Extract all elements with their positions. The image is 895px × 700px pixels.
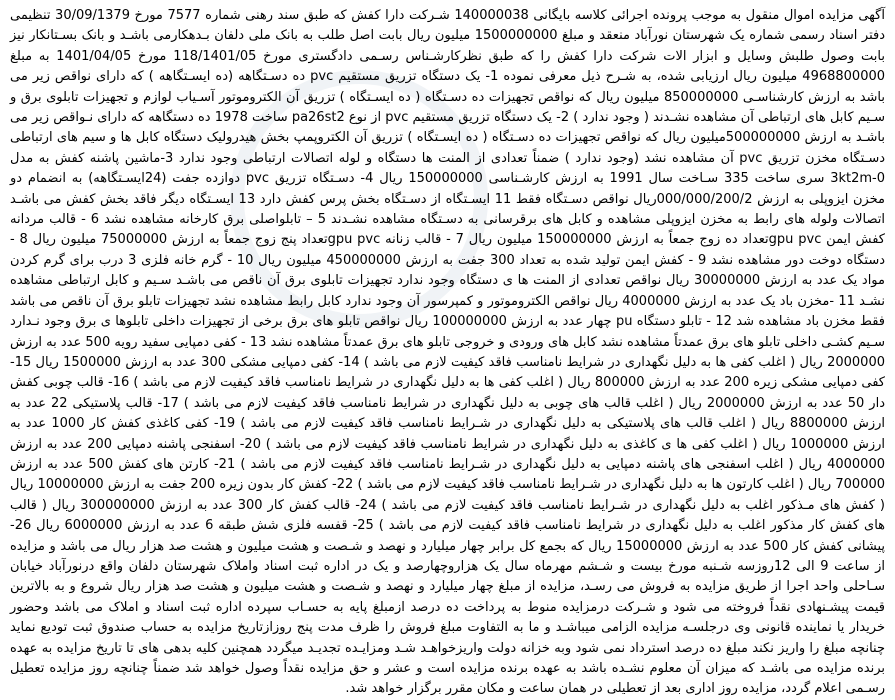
- auction-notice-text: آگهی مزایده اموال منقول به موجب پرونده اجرائی کلاسه بایگانی 140000038 شـرکت دارا کفش که طبق سند رهنی شماره 7577 مورخ 30/09/1379 تنظیمی دفتر اسناد رسمی شماره یک شهرستان نورآباد منعقد و مبلغ 1500000000 میلیون ریال بابت اصل طلب به بانک ملی دلفان بـدهکارمی باشـد و بانک بسـتانکار نیز بابت وصول طلبش وسایل و ابزار الات شرکت دارا کفش را که طبق نظرکارشـناس رسـمی دادگستری مورخ 118/1401/05 مورخ 1401/04/05 به مبلغ 4968800000 میلیون ریال ارزیابی شده، به شـرح ذیل معرفی نموده 1- یک دستگاه تزریق مستقیم pvc ده دسـتگاهه (ده ایسـتگاهه ) که دارای نواقص زیر می باشد به ارزش کارشناسـی 850000000 میلیون ریال که نواقص تجهیزات ده دسـتگاه ( ده ایسـتگاه ) تزریق آن الکتروموتور آسـیاب لوازم و تجهیزات تابلوی برق و سـیم کابل های ارتباطی آن مشاهده نشـدند ( وجود ندارد ) 2- یک دستگاه تزریق مستقیم pvc از نوع pa26st2 ساخت 1978 ده دستگاهه که دارای نـواقص زیر می باشـد به ارزش 500000000میلیون ریال که نواقص تجهیزات ده دسـتگاه ( ده ایسـتگاه ) تزریق آن الکتروپمپ بخش هیدرولیک دستگاه کابل ها و سیم های ارتباطی دسـتگاه مخزن تزریق pvc آن مشاهده نشد (وجود ندارد ) ضمناً تعدادی از المنت ها دستگاه و لوله اتصالات ارتباطی وجود ندارد 3-ماشین پاشنه کفش به مدل 3kt2m-0 سری ساخت 335 سـاخت سال 1991 به ارزش کارشـناسی 150000000 ریال 4- دسـتگاه تزریق pvc دوازده جفت (24ایسـتگاهه) به انضمام دو مخزن ایزوپلی به ارزش 000/000/200/2ریال نواقص دسـتگاه فقط 11 ایسـتگاه از دسـتگاه بخش پرس کفش دارد 13 ایسـتگاه دیگر فاقد بخش کفش می باشـد اتصالات ولوله های رابط به مخزن ایزوپلی مشاهده و کابل های برقرسانی به دسـتگاه مشاهده نشـدند 5 – تابلواصلی برق کارخانه مشاهده نشد 6 - قالب مردانه کفش ایمن gpu pvcتعداد ده زوج جمعاً به ارزش 150000000 میلیون ریال 7 - قالب زنانه gpu pvcتعداد پنج زوج جمعاً به ارزش 75000000 میلیون ریال 8 - دستگاه دوخت دور مشاهده نشد 9 - کفش ایمن تولید شده به تعداد 300 جفت به ارزش 450000000 میلیون ریال 10 - گرم خانه فلزی 3 درب برای گرم کردن مواد یک عدد به ارزش 30000000 ریال نواقص تعدادی از المنت ها ی دستگاه وجود ندارد تجهیزات تابلوی برق آن ناقص می باشـد سـیم و کابل ارتباطی مشاهده نشـد 11 -مخزن باد یک عدد به ارزش 4000000 ریال نواقص الکتروموتور و کمپرسور آن وجود ندارد کابل رابط مشاهده نشد تجهیزات تابلو برق آن ناقص می باشد فقط مخزن باد مشاهده شد 12 - تابلو دستگاه pu چهار عدد به ارزش 100000000 ریال نواقص تابلو های برق برخی از تجهیزات داخلی تابلوها ی برق وجود نـدارد سـیم کشـی داخلی تابلو های برق عمدتاً مشاهده نشد کابل های ورودی و خروجی تابلو های برق عمدتاً مشاهده نشد 13 - کفی دمپایی سفید رویه 500 عدد به ارزش 2000000 ریال ( اغلب کفی ها به دلیل نگهداری در شرایط نامناسب فاقد کیفیت لازم می باشد ) 14- کفی دمپایی مشکی 300 عدد به ارزش 1500000 ریال 15- کفی دمپایی مشکی زیره 200 عدد به ارزش 800000 ریال ( اغلب کفی ها به دلیل نگهداری در شرایط نامناسب فاقد کیفیت لازم می باشد ) 16- قالب چوبی کفش دار 50 عدد به ارزش 2000000 ریال ( اغلب قالب های چوبی به دلیل نگهداری در شرایط نامناسب فاقد کیفیت لازم می باشد ) 17- قالب پلاستیکی 22 عدد به ارزش 8800000 ریال ( اغلب قالب های پلاستیکی به دلیل نگهداری در شـرایط نامناسب فاقد کیفیت لازم می باشد ) 19- کفی کاغذی کفش کار 1000 عدد به ارزش 1000000 ریال ( اغلب کفی ها ی کاغذی به دلیل نگهداری در شرایط نامناسب فاقد کیفیت لازم می باشد ) 20- اسفنجی پاشنه دمپایی 200 عدد به ارزش 4000000 ریال ( اغلب اسفنجی های پاشنه دمپایی به دلیل نگهداری در شـرایط نامناسب فاقد کیفیت لازم می باشد ) 21- کارتن های کفش 500 عدد به ارزش 700000 ریال ( اغلب کارتون ها به دلیل نگهداری در شـرایط نامناسب فاقد کیفیت لازم می باشد ) 22- کفش کار بدون زیره 200 جفت به ارزش 10000000 ریال ( کفش های مـذکور اغلب به دلیل نگهداری در شـرایط نامناسب فاقد کیفیت لازم می باشد ) 24- قالب کفش کار 300 عدد به ارزش 300000000 ریال ( قالب های کفش کار مذکور اغلب به دلیل نگهداری در شرایط نامناسب فاقد کیفیت لازم می باشد ) 25- قفسه فلزی شش طبقه 6 عدد به ارزش 6000000 ریال 26- پیشانی کفش کار 500 عدد به ارزش 15000000 ریال که بجمع کل برابر چهار میلیارد و نهصد و شـصت و هشت میلیون و هشت صد هزار ریال می باشد و مزایده از ساعت 9 الی 12روزسه شـنبه مورخ بیست و شـشم مهرماه سال یک هزاروچهارصد و یک در اداره ثبت اسناد واملاک شهرستان دلفان واقع درنورآباد خیابان سـاحلی واحد اجرا از طریق مزایده به فروش می رسـد، مزایده از مبلغ چهار میلیارد و نهصد و شـصت و هشت میلیون و هشت صد هزار ریال شروع و به بالاترین قیمت پیشـنهادی نقداً فروخته می شود و شـرکت درمزایده منوط به پرداخت ده درصد ازمبلغ پایه به حسـاب سپرده اداره ثبت اسناد و املاک می باشد وحضور خریدار یا نماینده قانونی وی درجلسـه مزایده الزامی میباشـد و ما به التفاوت مبلغ فروش را ظرف مدت پنج روزازتاریخ مزایده به حساب صندوق ثبت تودیع نماید چنانچه مبلغ را واریز نکند مبلغ ده درصد استرداد نمی شود وبه خزانه دولت واریزخواهـد شـد ومزایـده تجدیـد میگردد همچنین کلیه بدهی های تا تاریخ مزایده به عهده برنده مزایده می باشـد که میزان آن معلوم نشـده باشد به عهده برنده مزایده است و عشر و حق مزایده نقداً وصول خواهد شد ضمناً چنانچه روز مزایده تعطیل رسـمی اعلام گردد، مزایده روز اداری بعد از تعطیلی در همان ساعت و مکان مقرر برگزار خواهد شد.: [10, 8, 886, 697]
- auction-notice: [10, 6, 886, 697]
